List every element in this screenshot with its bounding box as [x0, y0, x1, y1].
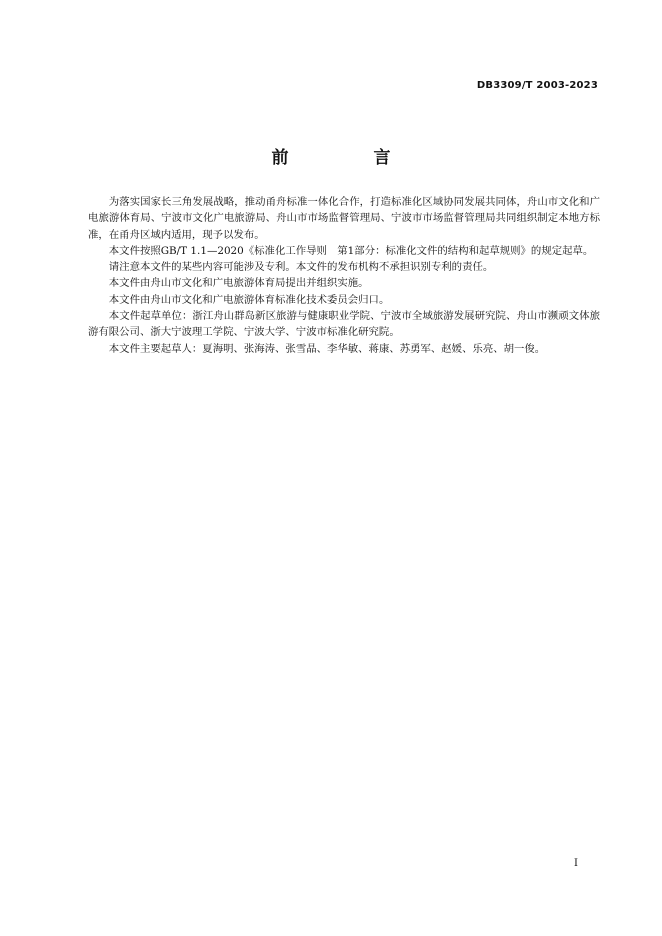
document-code: DB3309/T 2003-2023	[476, 80, 598, 91]
paragraph-centralized-unit: 本文件由舟山市文化和广电旅游体育标准化技术委员会归口。	[108, 293, 390, 306]
paragraph-proposer: 本文件由舟山市文化和广电旅游体育局提出并组织实施。	[108, 277, 369, 290]
page-title: 前 言	[271, 148, 425, 168]
paragraph-drafters: 本文件主要起草人：夏海明、张海涛、张雪晶、李华敏、蒋康、苏勇军、赵媛、乐亮、胡一俊。	[108, 342, 546, 355]
paragraph-drafting-units: 本文件起草单位：浙江舟山群岛新区旅游与健康职业学院、宁波市全域旅游发展研究院、舟山市濒顽文体旅游有限公司、浙大宁波理工学院、宁波大学、宁波市标准化研究院。	[88, 310, 600, 339]
paragraph-drafting-rules: 本文件按照GB/T 1.1—2020《标准化工作导则 第1部分：标准化文件的结构和起草规则》的规定起草。	[108, 244, 594, 257]
paragraph-patent-notice: 请注意本文件的某些内容可能涉及专利。本文件的发布机构不承担识别专利的责任。	[108, 261, 494, 274]
foreword-body	[88, 194, 600, 357]
page-number: I	[574, 858, 578, 869]
paragraph-purpose: 为落实国家长三角发展战略，推动甬舟标准一体化合作，打造标准化区域协同发展共同体，舟山市文化和广电旅游体育局、宁波市文化广电旅游局、舟山市市场监督管理局、宁波市市场监督管理局共同组织制定本地方标准，在甬舟区域内适用，现予以发布。	[88, 196, 600, 241]
